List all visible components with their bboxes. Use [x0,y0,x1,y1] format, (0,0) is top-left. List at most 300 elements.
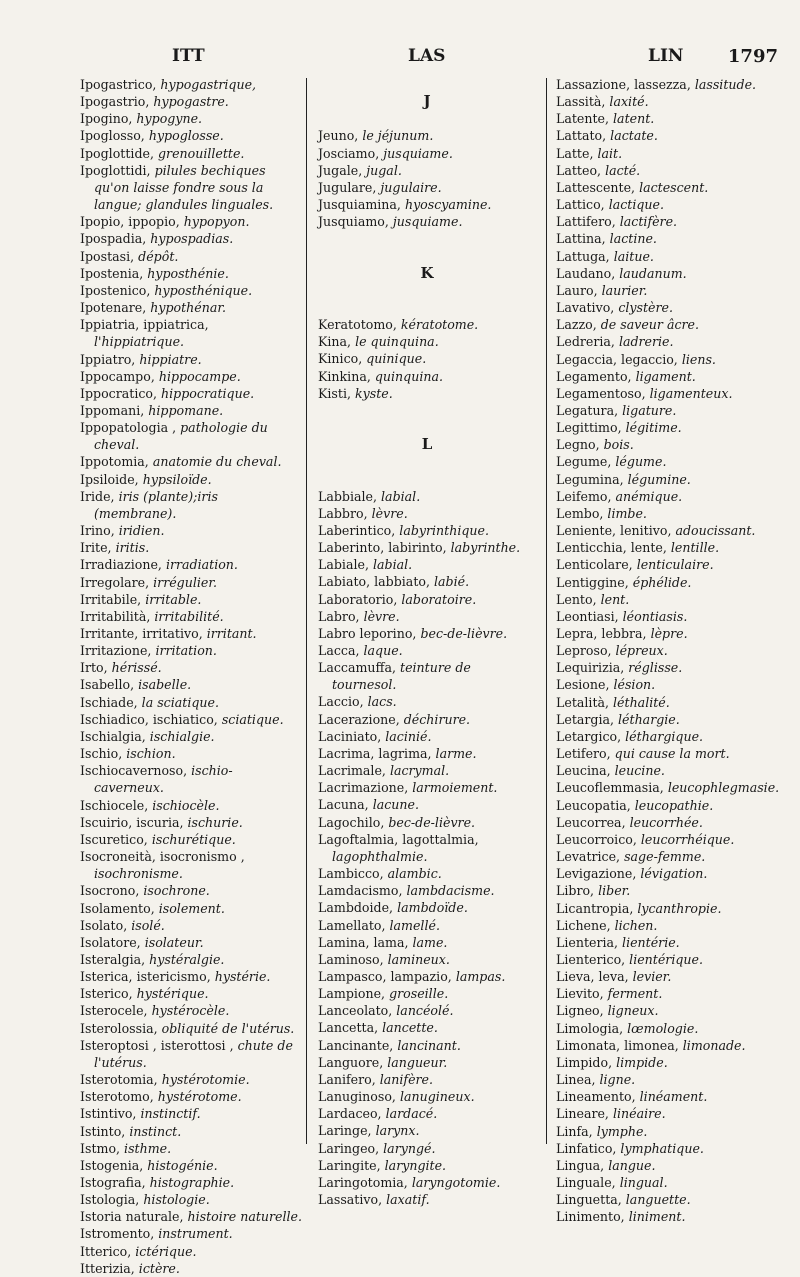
dictionary-entry [80,1208,302,1225]
italian-term: Lineare, [556,1106,609,1122]
italian-term: Lampione, [318,986,386,1002]
italian-term: Itterizia, [80,1260,135,1276]
dictionary-entry [80,659,302,676]
column-left [80,76,302,1277]
italian-term: Istintivo, [80,1106,137,1122]
italian-term: Lingua, [556,1157,605,1173]
french-translation: hippocratique. [161,385,255,401]
french-translation: kyste. [355,385,393,401]
french-translation: irritant. [206,626,257,641]
french-translation: liber. [598,883,631,899]
italian-term: Ippocratico, [80,385,157,401]
french-translation: hypopyon. [183,214,250,230]
dictionary-entry [556,814,782,831]
italian-term: Lambicco, [318,866,384,882]
french-translation: lame. [412,934,448,950]
french-translation: lassitude. [694,77,757,92]
dictionary-entry [556,471,782,488]
dictionary-entry [318,1054,536,1071]
french-translation: iridien. [118,523,165,539]
dictionary-entry [80,574,302,591]
french-translation: hérissé. [111,660,162,676]
french-translation: grenouillette. [157,145,245,161]
italian-term: Ipogastrio, [80,94,150,110]
french-translation: pilules bechiques qu'on laisse fondre sous la langue; glandules linguales. [94,162,274,213]
italian-term: Irino, [80,523,115,539]
italian-term: Irto, [80,660,108,676]
french-translation: lancette. [382,1020,438,1036]
dictionary-entry [318,179,536,196]
italian-term: Linguetta, [556,1192,622,1208]
italian-term: Legaccia, legaccio, [556,351,678,367]
french-translation: leucopathie. [634,797,714,813]
italian-term: Lienteria, [556,934,619,950]
french-translation: ischurie. [187,814,243,830]
dictionary-entry [80,316,302,350]
french-translation: le jéjunum. [362,128,434,144]
french-translation: jugal. [366,162,402,178]
dictionary-entry [80,110,302,127]
french-translation: ictère. [138,1260,180,1276]
french-translation: lèvre. [371,505,408,521]
italian-term: Levatrice, [556,849,621,865]
italian-term: Laccamuffa, [318,660,396,676]
spacer [318,453,536,470]
italian-term: Lancinante, [318,1037,394,1053]
dictionary-entry [80,985,302,1002]
dictionary-entry [318,951,536,968]
french-translation: quinique. [366,351,427,367]
italian-term: Letalità, [556,694,610,710]
french-translation: ferment. [607,986,663,1002]
italian-term: Isteralgia, [80,951,146,967]
dictionary-entry [80,1105,302,1122]
french-translation: ligneux. [607,1003,659,1019]
dictionary-entry [318,796,536,813]
italian-term: Ipsiloide, [80,471,139,487]
french-translation: lacinié. [385,728,432,744]
italian-term: Ischiocavernoso, [80,763,188,779]
dictionary-entry [556,797,782,814]
french-translation: bec-de-lièvre. [388,814,476,830]
italian-term: Lamellato, [318,917,386,933]
column-middle [318,76,536,1208]
dictionary-entry [80,1191,302,1208]
dictionary-entry [80,900,302,917]
italian-term: Isocroneità, isocronismo , [80,849,245,865]
italian-term: Laringe, [318,1123,372,1139]
dictionary-entry [318,127,536,144]
french-translation: lactifère. [619,214,678,230]
french-translation: lampas. [455,968,506,984]
italian-term: Ligneo, [556,1003,604,1019]
italian-term: Ledreria, [556,334,615,350]
dictionary-entry [556,1002,782,1019]
dictionary-entry [556,659,782,676]
french-translation: irritable. [145,591,202,607]
italian-term: Leucopatia, [556,797,631,813]
french-translation: lymphatique. [620,1140,704,1156]
dictionary-entry [556,145,782,162]
dictionary-entry [80,145,302,162]
dictionary-entry [318,573,536,590]
french-translation: histogénie. [147,1157,218,1173]
french-translation: irritation. [155,643,217,659]
italian-term: Iscuretico, [80,831,148,847]
italian-term: Ipoglosso, [80,128,145,144]
running-head-left: ITT [172,46,205,66]
french-translation: labyrinthique. [399,522,489,538]
italian-term: Lattifero, [556,214,616,230]
french-translation: hypospadias. [150,231,234,247]
spacer [318,470,536,487]
dictionary-entry [556,556,782,573]
french-translation: hyposthénique. [154,282,253,298]
dictionary-entry [556,951,782,968]
dictionary-entry [80,1157,302,1174]
french-translation: labial. [381,488,421,504]
italian-term: Lambdoide, [318,900,394,916]
french-translation: lacrymal. [389,763,450,779]
italian-term: Keratotomo, [318,317,397,333]
french-translation: histoire naturelle. [187,1209,302,1225]
italian-term: Lassazione, lassezza, [556,77,691,92]
dictionary-entry [556,968,782,985]
french-translation: légumine. [627,471,691,487]
french-translation: latent. [613,111,655,127]
italian-term: Lavativo, [556,300,615,316]
french-translation: isolé. [131,917,165,933]
dictionary-entry [80,419,302,453]
italian-term: Languore, [318,1054,384,1070]
italian-term: Jusquiamina, [318,197,401,213]
french-translation: larme. [435,745,477,761]
italian-term: Laminoso, [318,951,384,967]
dictionary-entry [556,368,782,385]
dictionary-entry [80,728,302,745]
dictionary-entry [80,694,302,711]
italian-term: Leniente, lenitivo, [556,523,672,539]
italian-term: Leucina, [556,763,611,779]
page-number: 1797 [727,46,778,67]
italian-term: Laudano, [556,265,616,281]
dictionary-entry [80,711,302,728]
french-translation: lacune. [372,797,419,813]
dictionary-entry [318,162,536,179]
dictionary-entry [556,196,782,213]
italian-term: Ippiatro, [80,351,136,367]
italian-term: Lesione, [556,677,610,693]
italian-term: Lamina, lama, [318,934,409,950]
french-translation: lymphe. [596,1123,648,1139]
section-letter: K [420,263,434,282]
dictionary-entry [80,676,302,693]
french-translation: laurier. [601,282,648,298]
page-header [0,46,800,76]
french-translation: lactique. [608,197,664,213]
italian-term: Istologia, [80,1192,140,1208]
italian-term: Lamdacismo, [318,883,403,899]
spacer [318,299,536,316]
french-translation: lardacé. [385,1106,438,1122]
italian-term: Leucorrea, [556,814,626,830]
french-translation: linéament. [639,1089,708,1105]
french-translation: lagophthalmie. [332,848,428,864]
french-translation: lancéolé. [396,1003,454,1019]
dictionary-entry [80,1088,302,1105]
italian-term: Legume, [556,454,612,470]
dictionary-entry [556,1191,782,1208]
dictionary-entry [556,213,782,230]
french-translation: irritabilité. [154,608,224,624]
dictionary-entry [80,917,302,934]
dictionary-entry [556,127,782,144]
french-translation: laryngotomie. [411,1174,501,1190]
french-translation: lycanthropie. [637,900,722,916]
dictionary-entry [556,1020,782,1037]
dictionary-entry [80,591,302,608]
french-translation: ligature. [622,402,677,418]
french-translation: lamellé. [389,917,440,933]
french-translation: hystéralgie. [149,951,225,967]
french-translation: larmoiement. [412,780,498,796]
dictionary-entry [556,608,782,625]
dictionary-entry [80,1260,302,1277]
french-translation: déchirure. [403,711,471,727]
spacer [318,419,536,436]
french-translation: labial. [372,557,413,573]
italian-term: Lassativo, [318,1192,383,1207]
dictionary-entry [318,1191,536,1208]
dictionary-entry [556,1071,782,1088]
dictionary-entry [318,985,536,1002]
italian-term: Lenticchia, lente, [556,540,667,556]
italian-term: Levigazione, [556,866,637,882]
french-translation: leucorrhéique. [640,831,735,847]
dictionary-entry [80,265,302,282]
italian-term: Lagochilo, [318,814,385,830]
italian-term: Lampasco, lampazio, [318,968,452,984]
italian-term: Irite, [80,540,112,556]
italian-term: Legumina, [556,471,624,487]
french-translation: légitime. [625,420,682,436]
dictionary-entry [318,762,536,779]
spacer [318,402,536,419]
italian-term: Lembo, [556,505,604,521]
dictionary-entry [556,1105,782,1122]
italian-term: Labro, [318,608,360,624]
dictionary-entry [80,1020,302,1037]
dictionary-entry [318,968,536,985]
french-translation: hyposthénie. [147,265,229,281]
dictionary-entry [556,711,782,728]
french-translation: ischurétique. [151,831,236,847]
french-translation: laboratoire. [401,591,477,607]
italian-term: Labbro, [318,505,368,521]
italian-term: Lienterico, [556,951,626,967]
italian-term: Jugulare, [318,179,377,195]
french-translation: lésion. [613,677,656,693]
italian-term: Letargico, [556,728,622,744]
italian-term: Leucorroico, [556,831,637,847]
dictionary-entry [318,1174,536,1191]
italian-term: Isabello, [80,677,135,693]
italian-term: Lagoftalmia, lagottalmia, [318,831,479,847]
italian-term: Lanuginoso, [318,1089,396,1105]
italian-term: Lieva, leva, [556,969,629,985]
french-translation: de saveur âcre. [600,317,699,333]
french-translation: isabelle. [138,677,192,693]
dictionary-entry [318,1140,536,1157]
dictionary-entry [80,539,302,556]
french-translation: hypogyne. [136,111,203,127]
italian-term: Lento, [556,591,597,607]
column-right [556,76,782,1225]
italian-term: Ipoglottidi, [80,162,151,178]
dictionary-entry [556,265,782,282]
italian-term: Isterolossia, [80,1020,158,1036]
italian-term: Kina, [318,334,352,350]
italian-term: Latte, [556,145,594,161]
italian-term: Limpido, [556,1054,613,1070]
dictionary-entry [556,1140,782,1157]
french-translation: langueur. [387,1054,448,1070]
italian-term: Lichene, [556,917,611,933]
italian-term: Ipostenia, [80,265,144,281]
dictionary-entry [556,779,782,796]
dictionary-entry [556,762,782,779]
dictionary-entry [80,831,302,848]
dictionary-entry [80,556,302,573]
french-translation: dépôt. [138,248,179,264]
dictionary-entry [556,985,782,1002]
french-translation: jusquiame. [392,214,463,230]
french-translation: lactate. [610,128,658,144]
dictionary-entry [80,522,302,539]
italian-term: Leontiasi, [556,608,619,624]
italian-term: Ipostenico, [80,282,151,298]
french-translation: larynx. [375,1123,420,1139]
italian-term: Limonata, limonea, [556,1037,679,1053]
italian-term: Ipotenare, [80,300,147,316]
italian-term: Irritazione, [80,643,152,659]
italian-term: Irritante, irritativo, [80,626,203,641]
french-translation: languette. [625,1192,691,1208]
french-translation: la sciatique. [141,694,219,710]
french-translation: hystérocèle. [151,1003,230,1019]
french-translation: hippomane. [148,402,224,418]
french-translation: isolement. [158,900,225,916]
spacer [318,282,536,299]
dictionary-entry [556,76,782,93]
french-translation: hystérotome. [157,1089,242,1105]
french-translation: lientérie. [622,934,680,950]
french-translation: laudanum. [619,265,687,281]
italian-term: Libro, [556,883,595,899]
french-translation: kératotome. [400,317,479,333]
dictionary-entry [318,711,536,728]
dictionary-entry [318,659,536,693]
italian-term: Iride, [80,488,115,504]
dictionary-entry [556,1123,782,1140]
dictionary-entry [318,899,536,916]
italian-term: Itterico, [80,1243,132,1259]
dictionary-entry [80,453,302,470]
dictionary-entry [556,1157,782,1174]
french-translation: laque. [363,643,403,658]
french-translation: anatomie du cheval. [152,454,282,470]
french-translation: quinquina. [374,368,443,384]
dictionary-entry [556,110,782,127]
french-translation: ischion. [126,746,176,762]
french-translation: hippocampe. [158,368,241,384]
column-divider [546,78,547,1144]
dictionary-entry [556,505,782,522]
dictionary-entry [80,127,302,144]
dictionary-entry [318,882,536,899]
italian-term: Lazzo, [556,317,597,333]
italian-term: Lattescente, [556,179,636,195]
italian-term: Leproso, [556,643,612,659]
italian-term: Lequirizia, [556,660,625,676]
french-translation: hypothénar. [150,300,227,316]
italian-term: Lentiggine, [556,574,629,590]
italian-term: Ippomani, [80,402,145,418]
italian-term: Letargia, [556,711,615,727]
french-translation: instinct. [129,1123,182,1139]
italian-term: Lattina, [556,231,606,247]
french-translation: bec-de-lièvre. [420,625,508,641]
dictionary-entry [556,179,782,196]
french-translation: langue. [608,1157,656,1173]
dictionary-entry [318,196,536,213]
french-translation: irradiation. [165,557,238,573]
italian-term: Linfatico, [556,1140,617,1156]
italian-term: Linguale, [556,1175,616,1190]
italian-term: Ipoglottide, [80,145,154,161]
dictionary-entry [318,865,536,882]
section-letter: J [423,92,431,111]
french-translation: limpide. [616,1054,668,1070]
italian-term: Ischialgia, [80,728,146,744]
italian-term: Lassità, [556,94,606,110]
italian-term: Isolato, [80,917,128,933]
italian-term: Licantropia, [556,900,634,916]
dictionary-entry [80,385,302,402]
french-translation: clystère. [618,300,673,316]
italian-term: Legamento, [556,368,632,384]
dictionary-entry [556,162,782,179]
italian-term: Lacrimazione, [318,780,409,796]
italian-term: Irradiazione, [80,557,162,573]
french-translation: labyrinthe. [450,540,521,556]
french-translation: lambdoïde. [397,900,468,916]
italian-term: Ippiatria, ippiatrica, [80,317,209,333]
french-translation: légume. [615,454,667,470]
french-translation: limonade. [682,1037,746,1053]
italian-term: Letifero, [556,746,611,762]
french-translation: leucine. [614,763,665,779]
dictionary-entry [556,1088,782,1105]
italian-term: Isolamento, [80,900,155,916]
dictionary-entry [556,333,782,350]
italian-term: Istografia, [80,1175,146,1190]
italian-term: Isteroptosi , isterottosi , [80,1037,234,1053]
french-translation: isthme. [124,1140,172,1156]
italian-term: Isolatore, [80,934,141,950]
italian-term: Istinto, [80,1123,126,1139]
italian-term: Leucoflemmasia, [556,780,664,796]
